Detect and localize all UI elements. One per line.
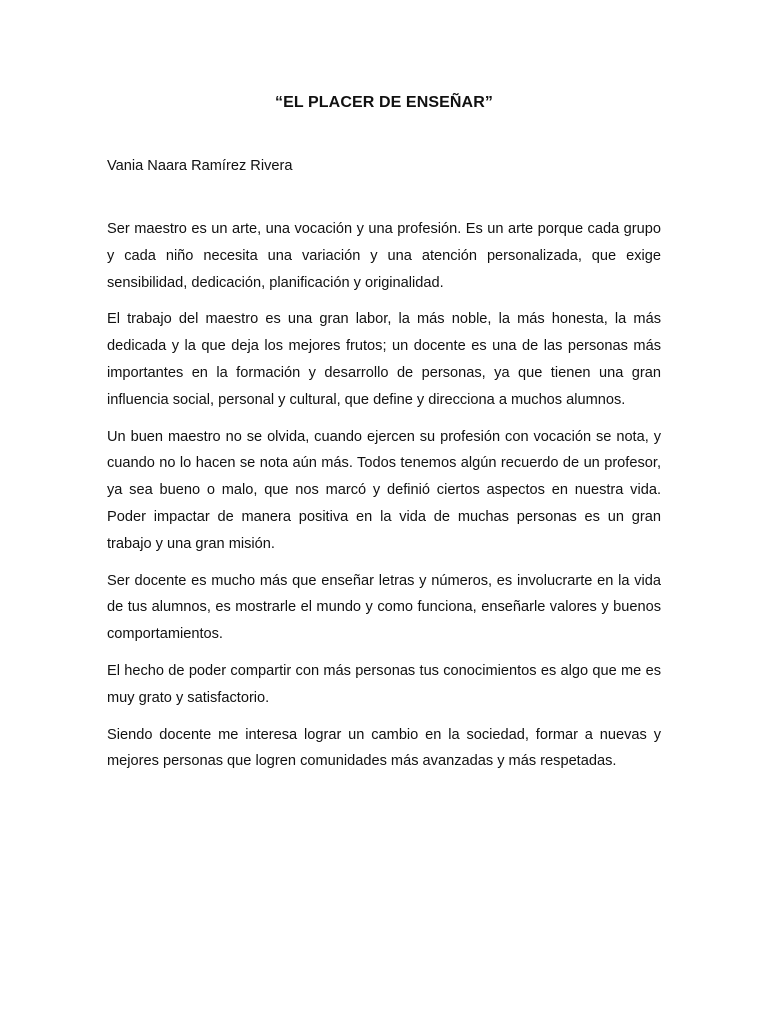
- document-body: [107, 216, 661, 775]
- paragraph: Ser maestro es un arte, una vocación y una profesión. Es un arte porque cada grupo y cada niño necesita una variación y una atención personalizada, que exige sensibilidad, dedicación, planificación y originalidad.: [107, 221, 661, 291]
- paragraph: Siendo docente me interesa lograr un cambio en la sociedad, formar a nuevas y mejores personas que logren comunidades más avanzadas y más respetadas.: [107, 726, 661, 770]
- paragraph: Un buen maestro no se olvida, cuando ejercen su profesión con vocación se nota, y cuando no lo hacen se nota aún más. Todos tenemos algún recuerdo de un profesor, ya sea bueno o malo, que nos marcó y definió ciertos aspectos en nuestra vida. Poder impactar de manera positiva en la vida de muchas personas es un gran trabajo y una gran misión.: [107, 428, 661, 552]
- document-author: Vania Naara Ramírez Rivera: [107, 158, 293, 174]
- document-page: [107, 92, 661, 785]
- paragraph: Ser docente es mucho más que enseñar letras y números, es involucrarte en la vida de tus alumnos, es mostrarle el mundo y como funciona, enseñarle valores y buenos comportamientos.: [107, 572, 661, 643]
- paragraph: El trabajo del maestro es una gran labor, la más noble, la más honesta, la más dedicada y la que deja los mejores frutos; un docente es una de las personas más importantes en la formación y desarrollo de personas, ya que tienen una gran influencia social, personal y cultural, que define y direcciona a muchos alumnos.: [107, 311, 661, 408]
- paragraph: El hecho de poder compartir con más personas tus conocimientos es algo que me es muy grato y satisfactorio.: [107, 662, 661, 706]
- document-title: “EL PLACER DE ENSEÑAR”: [275, 94, 493, 111]
